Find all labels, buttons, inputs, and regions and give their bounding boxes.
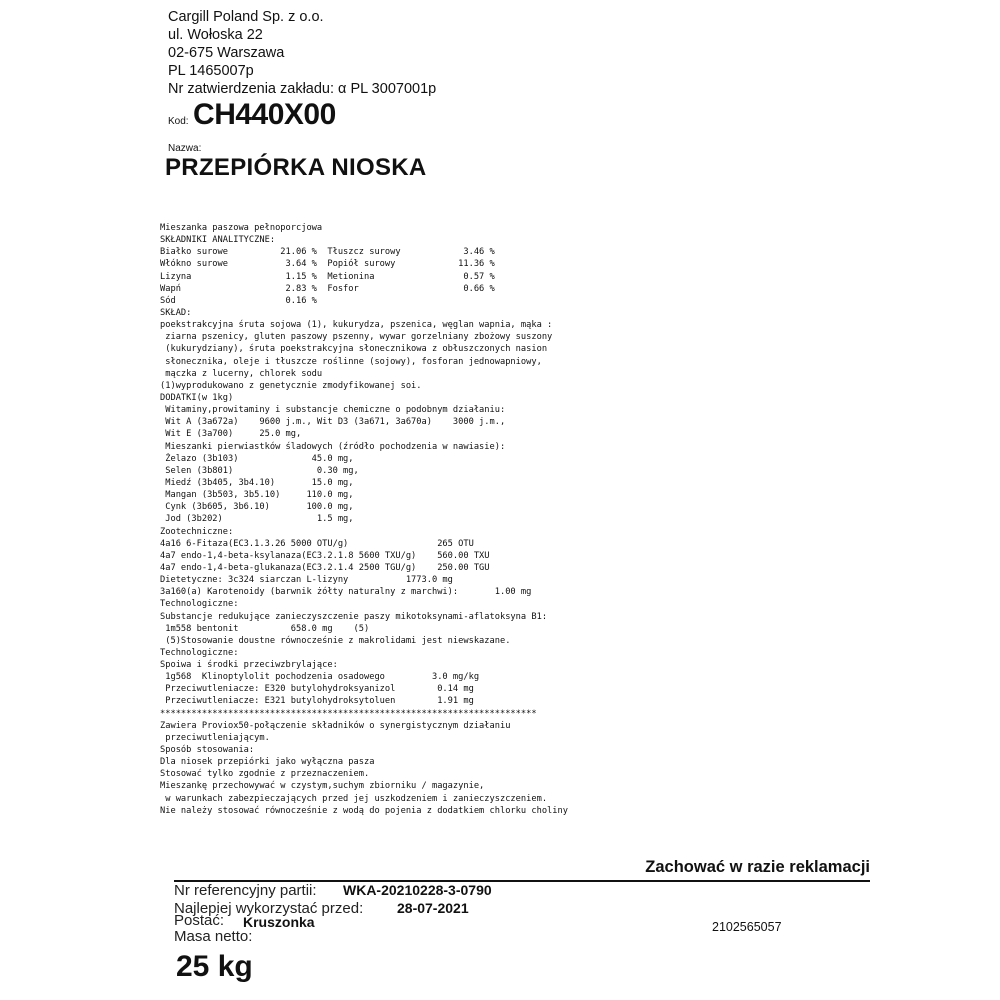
composition-line: Jod (3b202) 1.5 mg, (160, 514, 354, 525)
composition-line: Spoiwa i środki przeciwzbrylające: (160, 660, 338, 671)
composition-line: 4a7 endo-1,4-beta-ksylanaza(EC3.2.1.8 5600 TXU/g) 560.00 TXU (160, 550, 490, 561)
composition-line: DODATKI(w 1kg) (160, 392, 234, 403)
composition-line: 1g568 Klinoptylolit pochodzenia osadowego 3.0 mg/kg (160, 672, 480, 683)
composition-line: Technologiczne: (160, 647, 239, 658)
net-mass-value: 25 kg (176, 950, 253, 983)
composition-line: Wit A (3a672a) 9600 j.m., Wit D3 (3a671, 3a670a) 3000 j.m., (160, 417, 506, 428)
composition-line: Lizyna 1.15 % Metionina 0.57 % (160, 271, 495, 282)
composition-block (160, 222, 610, 817)
company-address-block (168, 8, 688, 98)
product-name-label: Nazwa: (168, 143, 202, 154)
form-label: Postać: (174, 912, 225, 929)
composition-line: (1)wyprodukowano z genetycznie zmodyfikowanej soi. (160, 380, 422, 391)
label-code: 2102565057 (712, 920, 782, 934)
composition-line: SKŁADNIKI ANALITYCZNE: (160, 235, 276, 246)
product-name: PRZEPIÓRKA NIOSKA (165, 154, 427, 181)
composition-line: w warunkach zabezpieczających przed jej uszkodzeniem i zanieczyszczeniem. (160, 793, 548, 804)
composition-line: Dietetyczne: 3c324 siarczan L-lizyny 1773.0 mg (160, 575, 453, 586)
company-city: 02-675 Warszawa (168, 45, 285, 61)
company-street: ul. Wołoska 22 (168, 27, 263, 43)
composition-line: Sód 0.16 % (160, 295, 317, 306)
composition-line: Mieszankę przechowywać w czystym,suchym zbiorniku / magazynie, (160, 781, 485, 792)
composition-line: Dla niosek przepiórki jako wyłączna pasza (160, 757, 375, 768)
composition-line: mączka z lucerny, chlorek sodu (160, 368, 323, 379)
composition-line: Witaminy,prowitaminy i substancje chemiczne o podobnym działaniu: (160, 405, 506, 416)
composition-line: przeciwutleniającym. (160, 732, 270, 743)
composition-line: Zawiera Proviox50-połączenie składników o synergistycznym działaniu (160, 720, 511, 731)
composition-line: Włókno surowe 3.64 % Popiół surowy 11.36 % (160, 259, 495, 270)
product-code-row (168, 98, 336, 132)
composition-line: SKŁAD: (160, 307, 192, 318)
composition-line: (5)Stosowanie doustne równocześnie z makrolidami jest niewskazane. (160, 635, 511, 646)
best-before-label: Najlepiej wykorzystać przed: (174, 900, 364, 917)
batch-number-label: Nr referencyjny partii: (174, 882, 317, 899)
composition-line: Przeciwutleniacze: E321 butylohydroksytoluen 1.91 mg (160, 696, 474, 707)
form-value: Kruszonka (243, 914, 315, 930)
composition-line: Nie należy stosować równocześnie z wodą do pojenia z dodatkiem chlorku choliny (160, 805, 568, 816)
company-vet-number: PL 1465007p (168, 63, 254, 79)
composition-line: Mieszanki pierwiastków śladowych (źródło pochodzenia w nawiasie): (160, 441, 506, 452)
composition-line: Wit E (3a700) 25.0 mg, (160, 429, 302, 440)
composition-line: 4a16 6-Fitaza(EC3.1.3.26 5000 OTU/g) 265 OTU (160, 538, 474, 549)
batch-number: WKA-20210228-3-0790 (343, 882, 492, 898)
composition-line: Zootechniczne: (160, 526, 234, 537)
composition-line: słonecznika, oleje i tłuszcze roślinne (sojowy), fosforan jednowapniowy, (160, 356, 542, 367)
net-mass-label: Masa netto: (174, 928, 253, 945)
composition-line: Białko surowe 21.06 % Tłuszcz surowy 3.46 % (160, 247, 495, 258)
complaint-note: Zachować w razie reklamacji (645, 858, 870, 876)
composition-line: Sposób stosowania: (160, 745, 255, 756)
composition-line: Cynk (3b605, 3b6.10) 100.0 mg, (160, 502, 354, 513)
composition-line: Przeciwutleniacze: E320 butylohydroksyanizol 0.14 mg (160, 684, 474, 695)
composition-line: Stosować tylko zgodnie z przeznaczeniem. (160, 769, 370, 780)
composition-line: Miedź (3b405, 3b4.10) 15.0 mg, (160, 477, 354, 488)
composition-line: Wapń 2.83 % Fosfor 0.66 % (160, 283, 495, 294)
composition-line: Selen (3b801) 0.30 mg, (160, 465, 359, 476)
composition-line: Żelazo (3b103) 45.0 mg, (160, 453, 354, 464)
composition-line: 4a7 endo-1,4-beta-glukanaza(EC3.2.1.4 2500 TGU/g) 250.00 TGU (160, 562, 490, 573)
composition-line: 3a160(a) Karotenoidy (barwnik żółty naturalny z marchwi): 1.00 mg (160, 587, 532, 598)
composition-line: Mangan (3b503, 3b5.10) 110.0 mg, (160, 490, 354, 501)
composition-line: Substancje redukujące zanieczyszczenie paszy mikotoksynami-aflatoksyna B1: (160, 611, 548, 622)
company-name: Cargill Poland Sp. z o.o. (168, 9, 324, 25)
composition-line: 1m558 bentonit 658.0 mg (5) (160, 623, 370, 634)
composition-line: (kukurydziany), śruta poekstrakcyjna słonecznikowa z obłuszczonych nasion (160, 344, 548, 355)
composition-line: poekstrakcyjna śruta sojowa (1), kukurydza, pszenica, węglan wapnia, mąka : (160, 320, 553, 331)
composition-line: Technologiczne: (160, 599, 239, 610)
best-before-date: 28-07-2021 (397, 900, 469, 916)
product-code-label: Kod: (168, 116, 189, 127)
plant-approval-number: Nr zatwierdzenia zakładu: α PL 3007001p (168, 81, 437, 97)
composition-line: ************************************************************************ (160, 708, 537, 719)
composition-line: ziarna pszenicy, gluten paszowy pszenny, wywar gorzelniany zbożowy suszony (160, 332, 553, 343)
composition-line: Mieszanka paszowa pełnoporcjowa (160, 223, 323, 233)
product-code: CH440X00 (193, 98, 336, 131)
